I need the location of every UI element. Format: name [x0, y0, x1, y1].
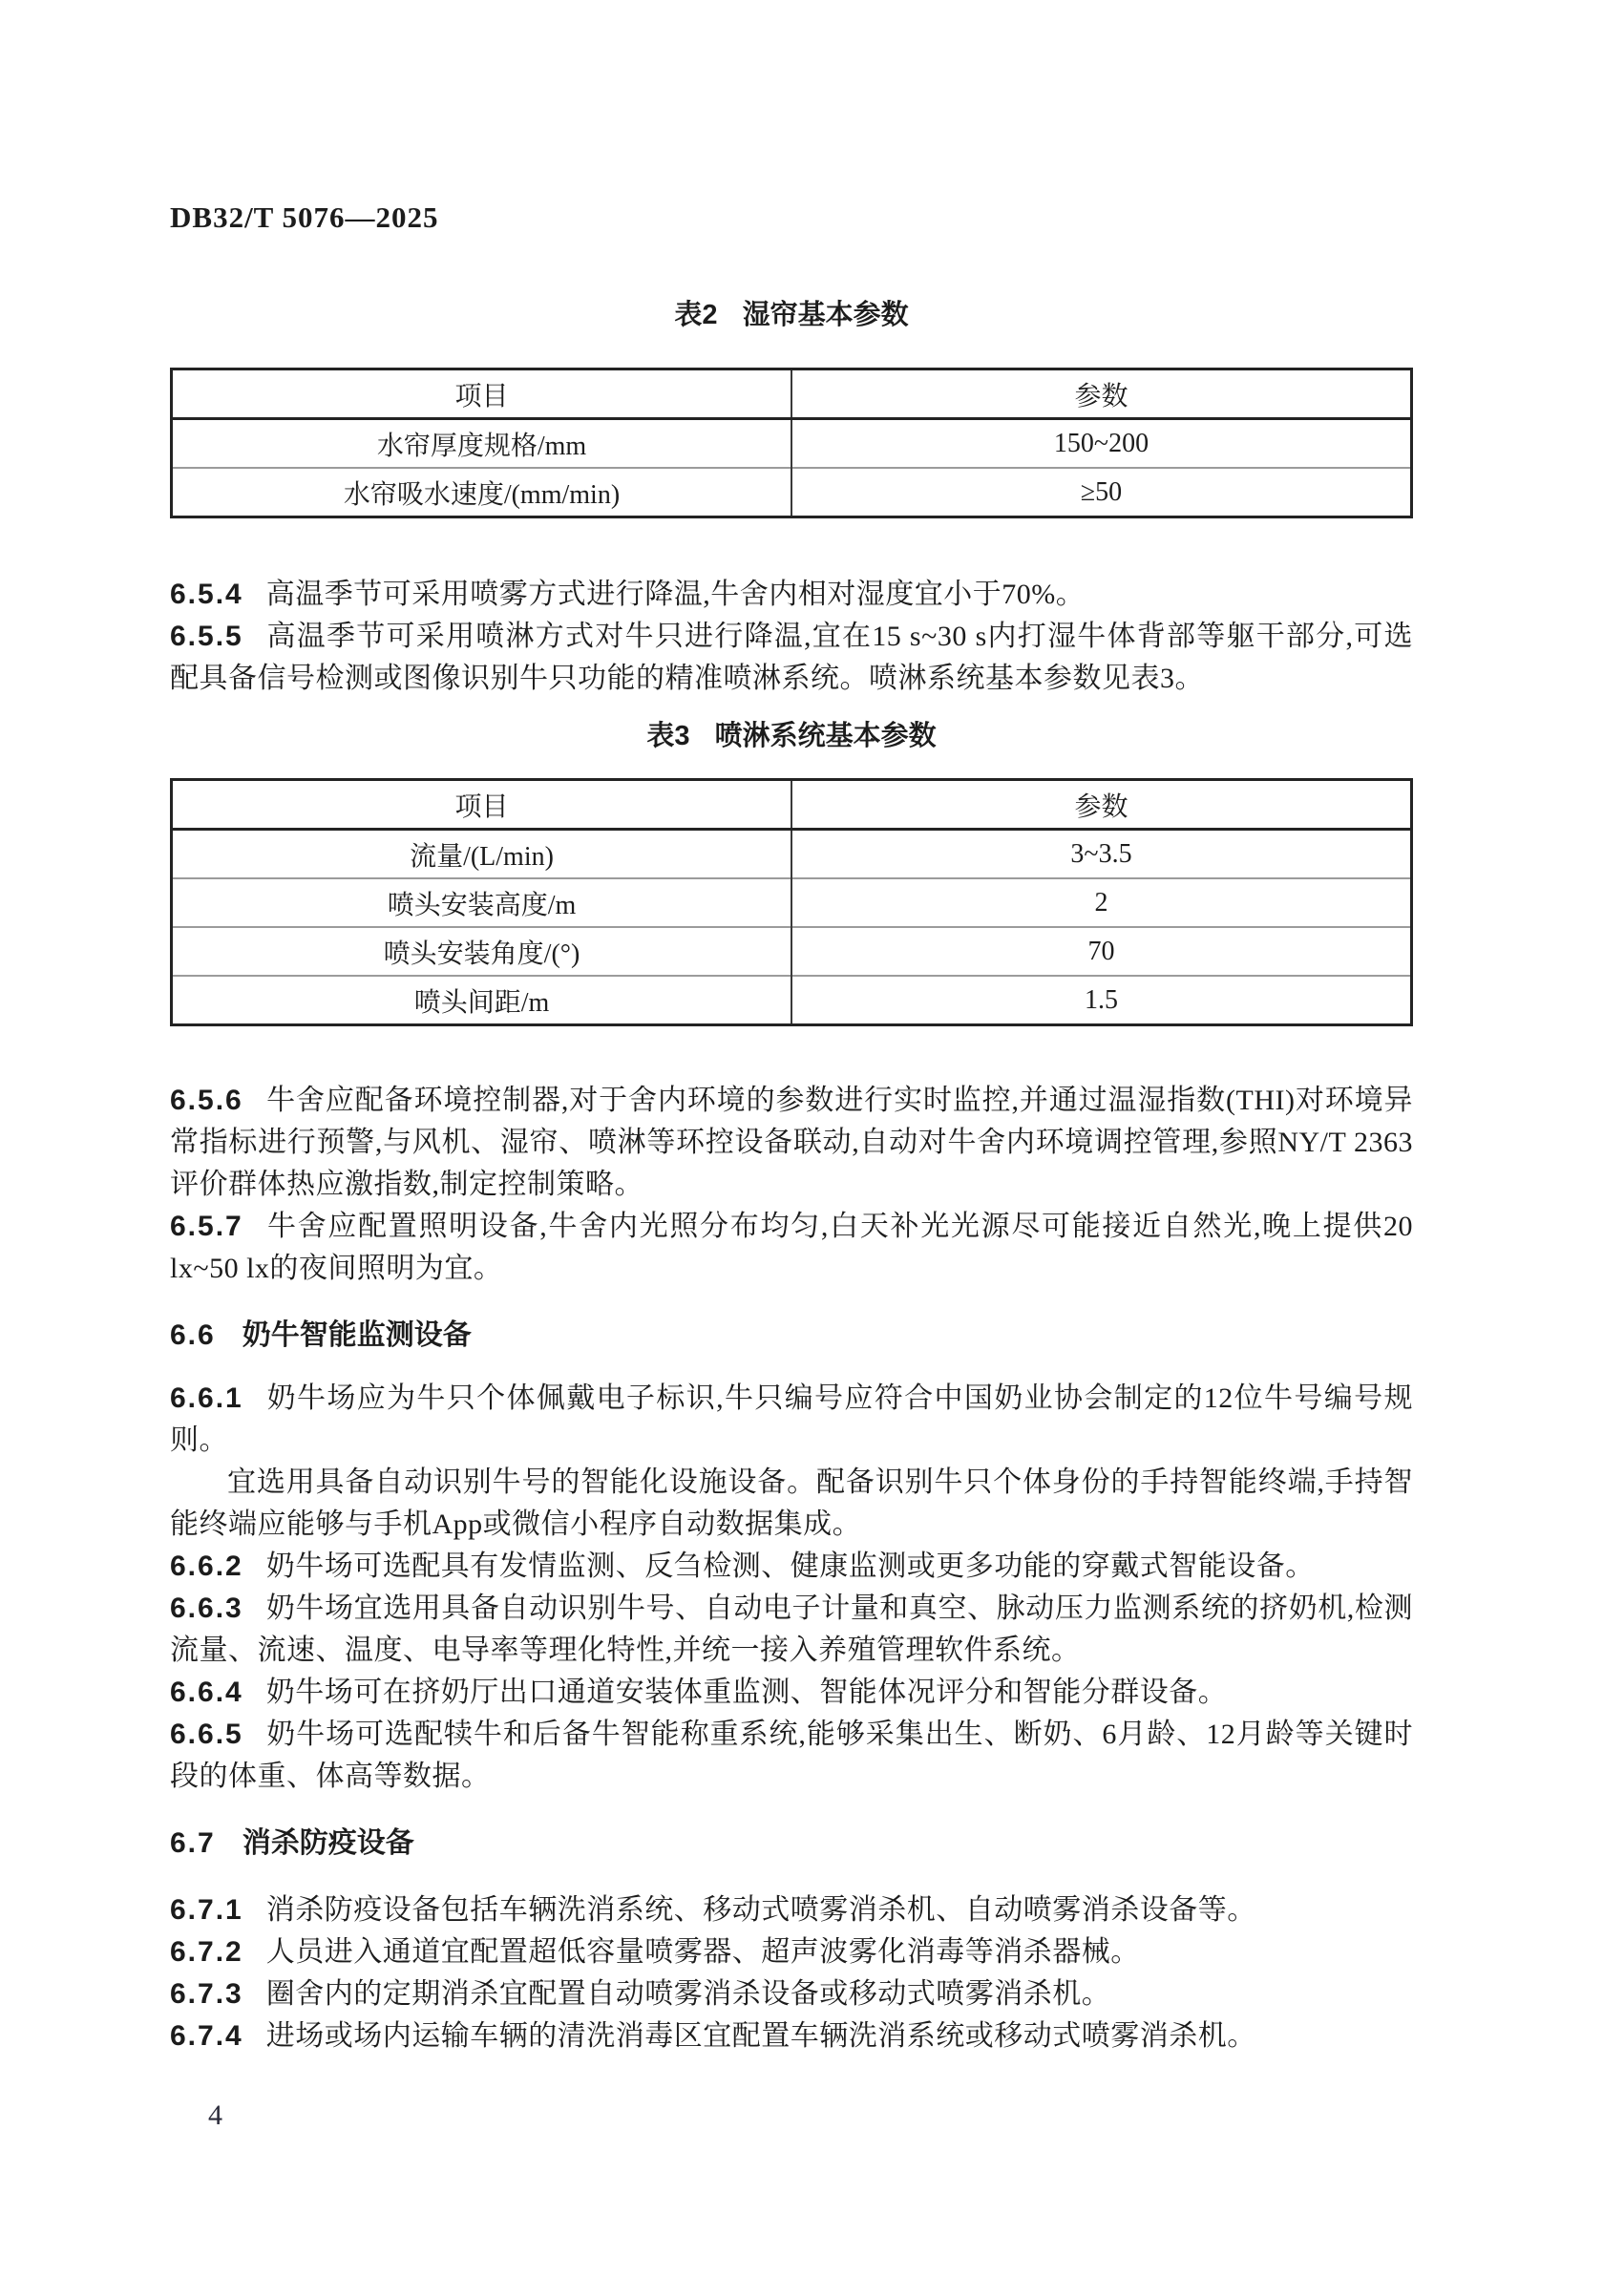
- table3-title-text: 喷淋系统基本参数: [714, 721, 937, 751]
- table-cell-value: 1.5: [791, 976, 1412, 1025]
- table-cell-value: 70: [791, 927, 1412, 976]
- table2-title-text: 湿帘基本参数: [742, 300, 909, 330]
- table-header-row: [172, 780, 1412, 830]
- section-title: 奶牛智能监测设备: [242, 1319, 472, 1351]
- clause-text: 牛舍应配备环境控制器,对于舍内环境的参数进行实时监控,并通过温湿指数(THI)对环境异常指标进行预警,与风机、湿帘、喷淋等环控设备联动,自动对牛舍内环境调控管理,参照NY/T 2363评价群体热应激指数,制定控制策略。: [170, 1085, 1413, 1200]
- page-content: [170, 0, 1413, 2057]
- standard-code-header: DB32/T 5076—2025: [170, 200, 439, 234]
- clause-6-7-1: [170, 1889, 1413, 1931]
- clause-6-6-1: [170, 1378, 1413, 1462]
- clause-6-5-5: [170, 616, 1413, 700]
- table-cell-item: 喷头安装角度/(°): [172, 927, 792, 976]
- clause-number: 6.7.3: [170, 1978, 243, 2010]
- clause-text: 奶牛场宜选用具备自动识别牛号、自动电子计量和真空、脉动压力监测系统的挤奶机,检测流量、流速、温度、电导率等理化特性,并统一接入养殖管理软件系统。: [170, 1592, 1413, 1666]
- clause-number: 6.6.2: [170, 1550, 243, 1582]
- clause-number: 6.5.6: [170, 1085, 243, 1116]
- section-number: 6.6: [170, 1319, 216, 1351]
- table3-sprinkler-system-parameters: [170, 778, 1413, 1026]
- table-row: [172, 927, 1412, 976]
- clause-6-5-7: [170, 1206, 1413, 1290]
- table-cell-item: 喷头安装高度/m: [172, 878, 792, 927]
- table2-wet-curtain-parameters: [170, 368, 1413, 518]
- clause-6-6-3: [170, 1588, 1413, 1672]
- clause-text: 人员进入通道宜配置超低容量喷雾器、超声波雾化消毒等消杀器械。: [265, 1936, 1140, 1968]
- clause-text: 奶牛场可选配犊牛和后备牛智能称重系统,能够采集出生、断奶、6月龄、12月龄等关键时段的体重、体高等数据。: [170, 1719, 1413, 1792]
- page-number: 4: [208, 2099, 222, 2131]
- clause-6-7-3: [170, 1973, 1413, 2015]
- clause-text: 高温季节可采用喷雾方式进行降温,牛舍内相对湿度宜小于70%。: [265, 579, 1086, 610]
- clause-text: 奶牛场应为牛只个体佩戴电子标识,牛只编号应符合中国奶业协会制定的12位牛号编号规则。: [170, 1382, 1413, 1456]
- table-row: [172, 830, 1412, 879]
- table3-label: 表3: [646, 721, 690, 751]
- section-number: 6.7: [170, 1827, 216, 1859]
- clause-number: 6.6.4: [170, 1677, 243, 1708]
- table-row: [172, 419, 1412, 469]
- clause-text: 高温季节可采用喷淋方式对牛只进行降温,宜在15 s~30 s内打湿牛体背部等躯干部分,可选配具备信号检测或图像识别牛只功能的精准喷淋系统。喷淋系统基本参数见表3。: [170, 621, 1413, 694]
- table-cell-value: 3~3.5: [1070, 838, 1132, 869]
- clause-number: 6.6.1: [170, 1382, 243, 1414]
- clause-6-6-5: [170, 1714, 1413, 1798]
- clause-6-6-2: [170, 1546, 1413, 1588]
- clause-number: 6.7.1: [170, 1894, 243, 1926]
- table-cell-value: 2: [791, 878, 1412, 927]
- column-header-item: 项目: [172, 369, 792, 419]
- clause-6-7-4: [170, 2015, 1413, 2057]
- section-title: 消杀防疫设备: [242, 1827, 414, 1859]
- table2-caption: [170, 298, 1413, 332]
- clause-text: 消杀防疫设备包括车辆洗消系统、移动式喷雾消杀机、自动喷雾消杀设备等。: [265, 1894, 1256, 1926]
- clause-text: 牛舍应配置照明设备,牛舍内光照分布均匀,白天补光光源尽可能接近自然光,晚上提供20 lx~50 lx的夜间照明为宜。: [170, 1211, 1413, 1284]
- clause-text: 进场或场内运输车辆的清洗消毒区宜配置车辆洗消系统或移动式喷雾消杀机。: [265, 2020, 1256, 2052]
- section-heading-6-7: [170, 1823, 1413, 1865]
- clause-6-6-1-continuation: [170, 1462, 1413, 1546]
- table-row: [172, 878, 1412, 927]
- clause-number: 6.7.2: [170, 1936, 243, 1968]
- column-header-item: 项目: [172, 780, 792, 830]
- clause-text: 奶牛场可选配具有发情监测、反刍检测、健康监测或更多功能的穿戴式智能设备。: [265, 1550, 1315, 1582]
- table-cell-item: 流量/(L/min): [172, 830, 792, 879]
- clause-6-5-4: [170, 574, 1413, 616]
- table-cell-value: ≥50: [791, 468, 1412, 517]
- clause-number: 6.6.3: [170, 1592, 243, 1624]
- clause-number: 6.5.4: [170, 579, 243, 610]
- clause-text: 宜选用具备自动识别牛号的智能化设施设备。配备识别牛只个体身份的手持智能终端,手持智能终端应能够与手机App或微信小程序自动数据集成。: [170, 1466, 1413, 1540]
- column-header-value: 参数: [791, 780, 1412, 830]
- table-row: [172, 976, 1412, 1025]
- table-cell-item: 水帘厚度规格/mm: [172, 419, 792, 469]
- table3-caption: [170, 719, 1413, 753]
- clause-number: 6.5.7: [170, 1211, 243, 1242]
- clause-6-5-6: [170, 1080, 1413, 1206]
- clause-6-7-2: [170, 1931, 1413, 1973]
- clause-number: 6.5.5: [170, 621, 243, 652]
- clause-6-6-4: [170, 1672, 1413, 1714]
- table-cell-value: 150~200: [1053, 428, 1149, 458]
- table-cell-item: 喷头间距/m: [172, 976, 792, 1025]
- clause-number: 6.7.4: [170, 2020, 243, 2052]
- clause-text: 奶牛场可在挤奶厅出口通道安装体重监测、智能体况评分和智能分群设备。: [265, 1677, 1228, 1708]
- clause-number: 6.6.5: [170, 1719, 243, 1750]
- column-header-value: 参数: [791, 369, 1412, 419]
- table-header-row: [172, 369, 1412, 419]
- section-heading-6-6: [170, 1315, 1413, 1357]
- table-cell-item: 水帘吸水速度/(mm/min): [172, 468, 792, 517]
- clause-text: 圈舍内的定期消杀宜配置自动喷雾消杀设备或移动式喷雾消杀机。: [265, 1978, 1111, 2010]
- table-row: [172, 468, 1412, 517]
- table2-label: 表2: [674, 300, 718, 330]
